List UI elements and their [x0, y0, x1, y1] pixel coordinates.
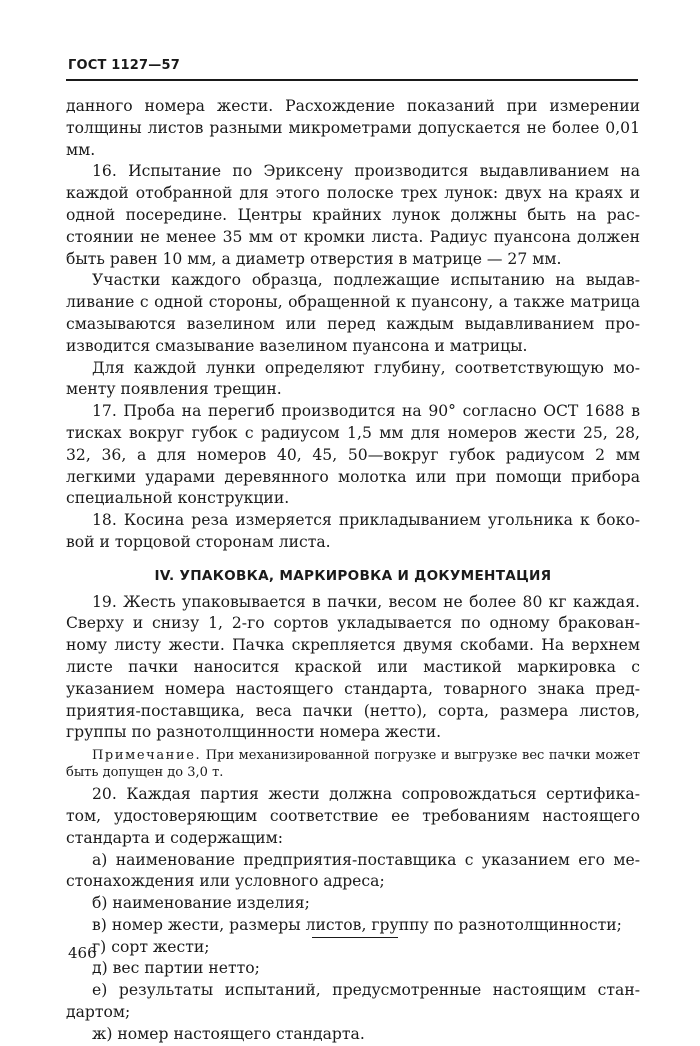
note	[66, 747, 640, 781]
header-rule	[66, 79, 638, 81]
note-label: Примечание.	[92, 748, 202, 764]
list-item: б) наименование изделия;	[92, 894, 310, 913]
list-item: д) вес партии нетто;	[92, 959, 260, 978]
paragraph-16: 16. Испытание по Эриксену производится выдавливанием на каждой отобранной для этого полоске трех лунок: двух на краях и одной посередине. Центры крайних лунок должны быть на расстоянии не менее 35 мм от кромки листа. Радиус пуансона должен быть равен 10 мм, а диаметр отверстия в матрице — 27 мм.	[66, 162, 640, 268]
list-item: ж) номер настоящего стандарта.	[92, 1024, 365, 1043]
paragraph-16-lubrication: Участки каждого образца, подлежащие испытанию на выдавливание с одной стороны, обращенной к пуансону, а также матрица смазываются вазелином или перед каждым выдавливанием производится смазывание вазелином пуансона и матрицы.	[66, 271, 640, 355]
page-header: ГОСТ 1127—57	[68, 58, 180, 73]
section-title: IV. УПАКОВКА, МАРКИРОВКА И ДОКУМЕНТАЦИЯ	[154, 567, 552, 584]
page-number: 466	[68, 944, 97, 962]
paragraph-20: 20. Каждая партия жести должна сопровождаться сертификатом, удостоверяющим соответствие ее требованиям настоящего стандарта и содержащим:	[66, 785, 640, 847]
list-item: е) результаты испытаний, предусмотренные настоящим стандартом;	[66, 981, 640, 1022]
list-item: а) наименование предприятия-поставщика с указанием его местонахождения или условного адреса;	[66, 850, 640, 891]
list-item: в) номер жести, размеры листов, группу по разнотолщинности;	[92, 915, 622, 934]
paragraph-16-depth: Для каждой лунки определяют глубину, соответствующую моменту появления трещин.	[66, 358, 640, 399]
paragraph-18: 18. Косина реза измеряется прикладыванием угольника к боковой и торцовой сторонам листа.	[66, 511, 640, 551]
list-item: г) сорт жести;	[92, 937, 210, 956]
note-text: При механизированной погрузке и выгрузке вес пачки может быть допущен до 3,0 т.	[66, 748, 640, 781]
paragraph-19: 19. Жесть упаковывается в пачки, весом не более 80 кг каждая. Сверху и снизу 1, 2-го сортов укладывается по одному бракованному листу жести. Пачка скрепляется двумя скобами. На верхнем листе пачки наносится краской или мастикой маркировка с указанием номера настоящего стандарта, товарного знака предприятия-поставщика, веса пачки (нетто), сорта, размера листов, группы по разнотолщинности номера жести.	[66, 592, 640, 742]
end-rule	[312, 937, 398, 938]
paragraph-17: 17. Проба на перегиб производится на 90° согласно ОСТ 1688 в тисках вокруг губок с радиусом 1,5 мм для номеров жести 25, 28, 32, 36, а для номеров 40, 45, 50—вокруг губок радиусом 2 мм легкими ударами деревянного молотка или при помощи прибора специальной конструкции.	[66, 402, 640, 508]
paragraph-continuation: данного номера жести. Расхождение показаний при измерении толщины листов разными микрометрами допускается не более 0,01 мм.	[66, 97, 640, 159]
page-body	[66, 96, 640, 1046]
